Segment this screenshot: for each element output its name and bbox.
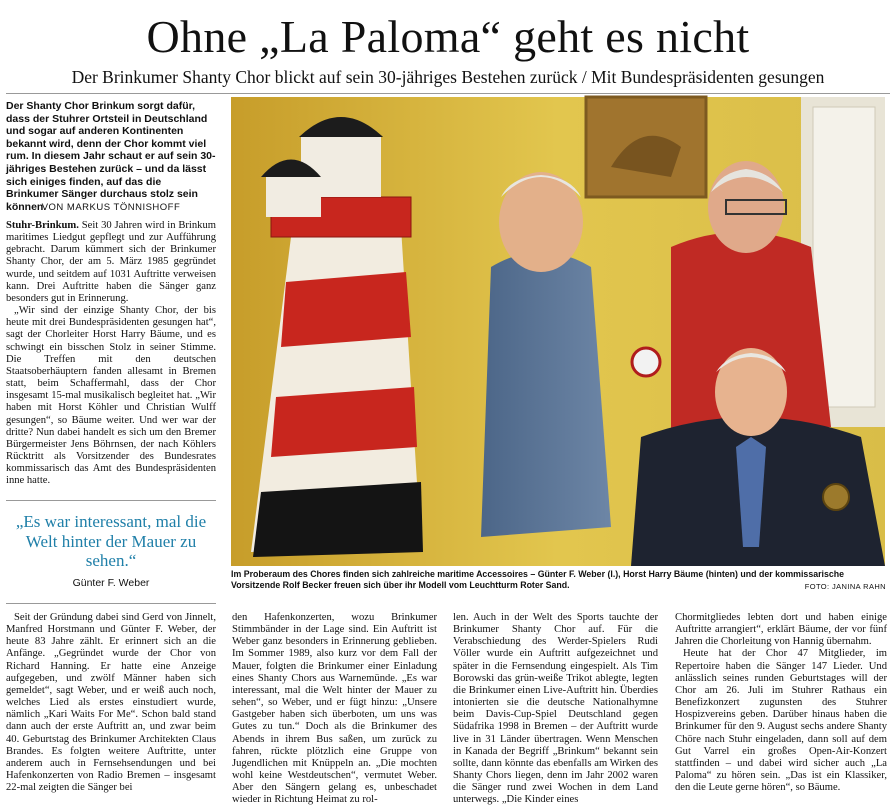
quote-top-rule	[6, 500, 216, 501]
photo-credit: FOTO: JANINA RAHN	[804, 582, 886, 591]
pull-quote	[6, 512, 216, 589]
photo-caption: Im Proberaum des Chores finden sich zahlreiche maritime Accessoires – Günter F. Weber (l.), Horst Harry Bäume (hinten) und der kommissarische Vorsitzende Rolf Becker freuen sich über ihr Modell vom Leuchtturm Roter Sand.	[231, 569, 845, 590]
article-column-3	[232, 612, 437, 806]
subheadline: Der Brinkumer Shanty Chor blickt auf sein 30-jähriges Bestehen zurück / Mit Bundespräsidenten gesungen	[71, 67, 825, 87]
article-lead: Der Shanty Chor Brinkum sorgt dafür, dass der Stuhrer Ortsteil in Deutschland und sogar auf anderen Kontinenten bekannt wird, denn der Chor kommt viel rum. In diesem Jahr schaut er auf sein 30-jähriges Bestehen zurück – und da lässt sich einiges finden, auf das die Brinkumer Sänger durchaus stolz sein können.	[6, 100, 216, 213]
paragraph: Chormitgliedes lebten dort und haben einige Auftritte arrangiert“, erklärt Bäume, der vor fünf Jahren die Chorleitung von Hannig übernahm.	[675, 612, 887, 648]
paragraph: len. Auch in der Welt des Sports tauchte der Brinkumer Shanty Chor auf. Für die Verabschiedung des Werder-Spielers Rudi Völler wurde ein Auftritt aufgezeichnet und später in die Fernsendung eingespielt. Als Tim Borowski das grün-weiße Trikot ablegte, legten die Brinkumer einen Live-Auftritt hin. Überdies intonierten sie die deutsche Nationalhymne beim Davis-Cup-Spiel Deutschland gegen Südafrika 1998 in Bremen – der Auftritt wurde live in 31 Länder übertragen. Wenn Menschen in Kanada der Begriff „Brinkum“ bekannt sein sollte, dann könnte das ebenfalls am Wirken des Shanty Chors liegen, denn im Jahr 2002 waren die Sänger rund zwei Wochen in dem Land unterwegs. „Die Kinder eines	[453, 612, 658, 806]
article-column-1	[6, 220, 216, 485]
pull-quote-author: Günter F. Weber	[72, 576, 150, 589]
paragraph: den Hafenkonzerten, wozu Brinkumer Stimmbänder in der Lage sind. Ein Auftritt ist Weber ganz besonders in Erinnerung geblieben. Im Sommer 1989, also kurz vor dem Fall der Mauer, folgten die Brinkumer einer Einladung eines Shanty Chors aus Warnemünde. „Es war interessant, mal die Welt hinter der Mauer zu sehen“, so Weber, und er fügt hinzu: „Unsere Gastgeber haben sich überboten, um uns was Gutes zu tun.“ Doch als die Brinkumer des Abends in ihrem Bus saßen, um zurück zu fahren, rückte plötzlich eine Gruppe von Jugendlichen mit Knüppeln an. „Die mochten wohl keine Westdeutschen“, vermutet Weber. Aber den Sängern gelang es, unbeschadet wieder in Richtung Heimat zu rol-	[232, 612, 437, 806]
paragraph-text: Seit 30 Jahren wird in Brinkum maritimes Liedgut gepflegt und zur Aufführung gebracht. Darum kümmert sich der Brinkumer Shanty Chor, der am 5. März 1985 gegründet wurde, und seitdem auf 1031 Auftritte verweisen kann. Drei Auftritte haben die Sänger ganz besonders gut in Erinnerung.	[6, 220, 216, 304]
photo-illustration	[231, 97, 885, 566]
paragraph: „Wir sind der einzige Shanty Chor, der bis heute mit drei Bundespräsidenten gesungen hat“, sagt der Chorleiter Horst Harry Bäume, und es schwingt ein bisschen Stolz in seiner Stimme. Die Treffen mit den deutschen Staatsoberhäuptern fanden allesamt in Bremen statt, beim Schaffermahl, dass der Chor insgesamt 15-mal musikalisch begleitet hat. „Wir haben mit Horst Köhler und Christian Wulff gesungen“, so Bäume weiter. Und wer war der dritte? Nun dabei handelt es sich um den Bremer Bürgermeister Jens Böhrnsen, der nach Köhlers Rücktritt als Vorsitzender des Bundesrates kommissarisch das Amt des Bundespräsidenten inne hatte.	[6, 305, 216, 487]
paragraph	[6, 220, 216, 305]
quote-bottom-rule	[6, 603, 216, 604]
article-column-2	[6, 612, 216, 798]
headline: Ohne „La Paloma“ geht es nicht	[146, 11, 750, 62]
paragraph: Heute hat der Chor 47 Mitglieder, im Repertoire haben die Sänger 147 Lieder. Und anlässlich seines runden Geburtstages will der Chor am 26. Juli im Stuhrer Rathaus ein Benefizkonzert zugunsten des Stuhrer Hospizvereins geben. Darüber hinaus haben die Brinkumer für den 9. August sechs andere Shanty Chöre nach Stuhr eingeladen, dann soll auf dem Gut Varrel ein großes Open-Air-Konzert stattfinden – und dabei wird sicher auch „La Paloma“ zu hören sein. „Das ist ein Klassiker, den die Leute gerne hören“, so Bäume.	[675, 648, 887, 794]
pull-quote-text: „Es war interessant, mal die Welt hinter der Mauer zu sehen.“	[15, 512, 207, 570]
byline: VON MARKUS TÖNNISHOFF	[41, 202, 181, 213]
article-column-4	[453, 612, 658, 806]
article-column-5	[675, 612, 887, 798]
header-divider	[6, 93, 890, 94]
paragraph: Seit der Gründung dabei sind Gerd von Jinnelt, Manfred Horstmann und Günter F. Weber, der heute 83 Jahre zählt. Er erinnert sich an die Anfänge. „Gegründet wurde der Chor von Richard Hanning. Er hatte eine Anzeige aufgegeben, und zwölf Männer haben sich gemeldet“, sagt Weber, und er weiß auch noch, welches Lied als erstes einstudiert wurde, nämlich „Kari Waits For Me“. Schon bald stand dann auch der erste Auftritt an, und zwar beim 40. Geburtstag des Brinkumer Architekten Claus Brandes. Es folgten weitere Auftritte, unter anderem auch in Fernsehsendungen und bei Hafenkonzerten von Radio Bremen – insgesamt 22-mal zeigten die Sänger bei	[6, 612, 216, 794]
article-photo	[231, 97, 885, 566]
dateline: Stuhr-Brinkum.	[6, 220, 79, 231]
